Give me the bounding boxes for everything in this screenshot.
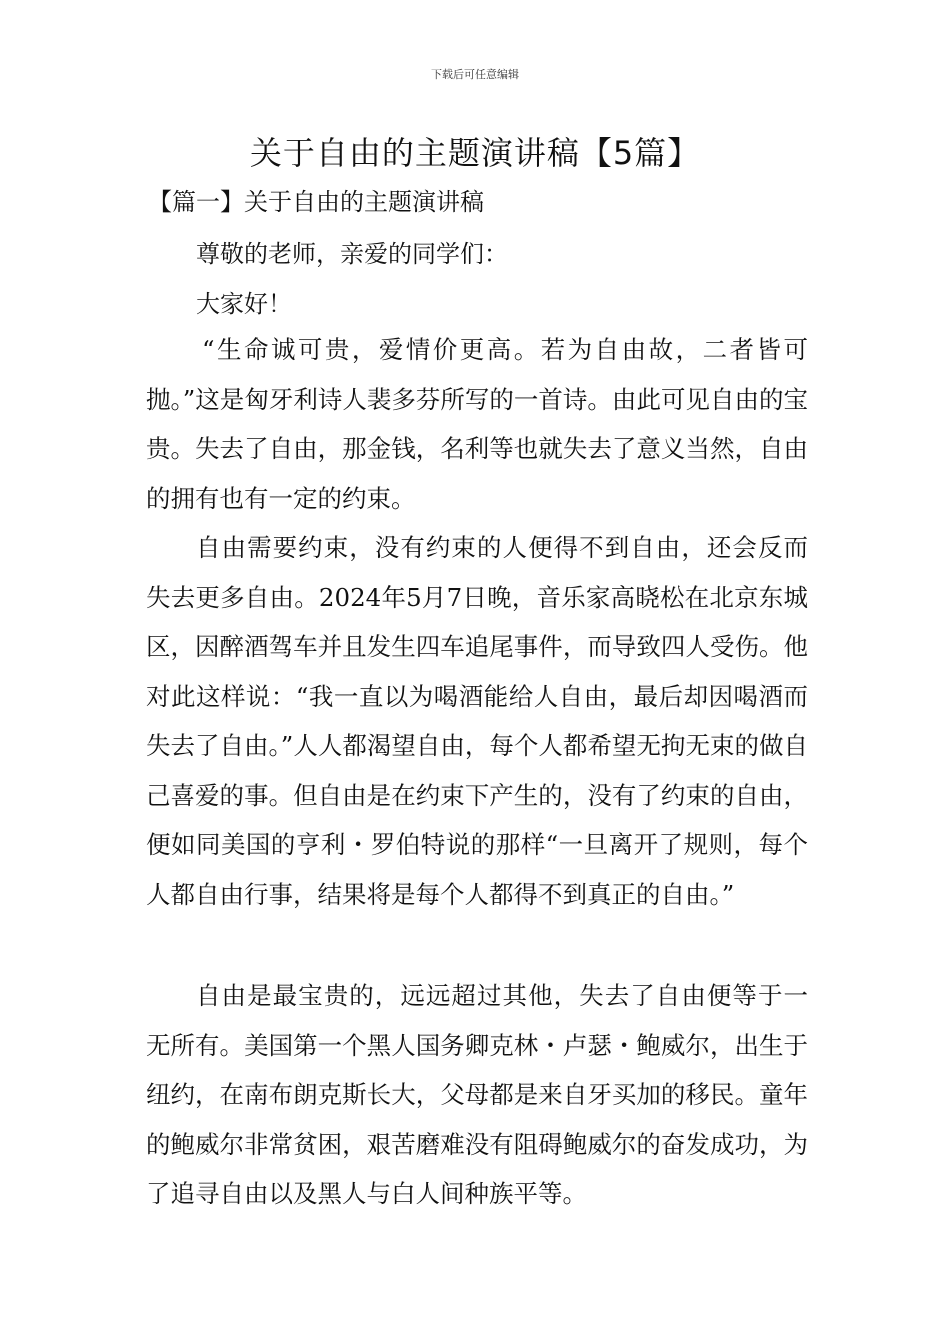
paragraph-1: “生命诚可贵，爱情价更高。若为自由故，二者皆可抛。”这是匈牙利诗人裴多芬所写的一首诗。由此可见自由的宝贵。失去了自由，那金钱，名利等也就失去了意义当然，自由的拥有也有一定的约束。 <box>146 335 808 513</box>
paragraph-3: 自由是最宝贵的，远远超过其他，失去了自由便等于一无所有。美国第一个黑人国务卿克林・卢瑟・鲍威尔，出生于纽约，在南布朗克斯长大，父母都是来自牙买加的移民。童年的鲍威尔非常贫困，艰苦磨难没有阻碍鲍威尔的奋发成功，为了追寻自由以及黑人与白人间种族平等。 <box>146 981 808 1208</box>
salutation: 尊敬的老师，亲爱的同学们： <box>196 240 508 268</box>
section-heading: 【篇一】关于自由的主题演讲稿 <box>148 188 484 216</box>
paragraph-2: 自由需要约束，没有约束的人便得不到自由，还会反而失去更多自由。2024年5月7日晚，音乐家高晓松在北京东城区，因醉酒驾车并且发生四车追尾事件，而导致四人受伤。他对此这样说：“我一直以为喝酒能给人自由，最后却因喝酒而失去了自由。”人人都渴望自由，每个人都希望无拘无束的做自己喜爱的事。但自由是在约束下产生的，没有了约束的自由，便如同美国的亨利・罗伯特说的那样“一旦离开了规则，每个人都自由行事，结果将是每个人都得不到真正的自由。” <box>146 533 808 909</box>
header-note: 下载后可任意编辑 <box>431 68 519 81</box>
document-title: 关于自由的主题演讲稿【5篇】 <box>249 134 701 172</box>
greeting: 大家好！ <box>196 290 292 318</box>
